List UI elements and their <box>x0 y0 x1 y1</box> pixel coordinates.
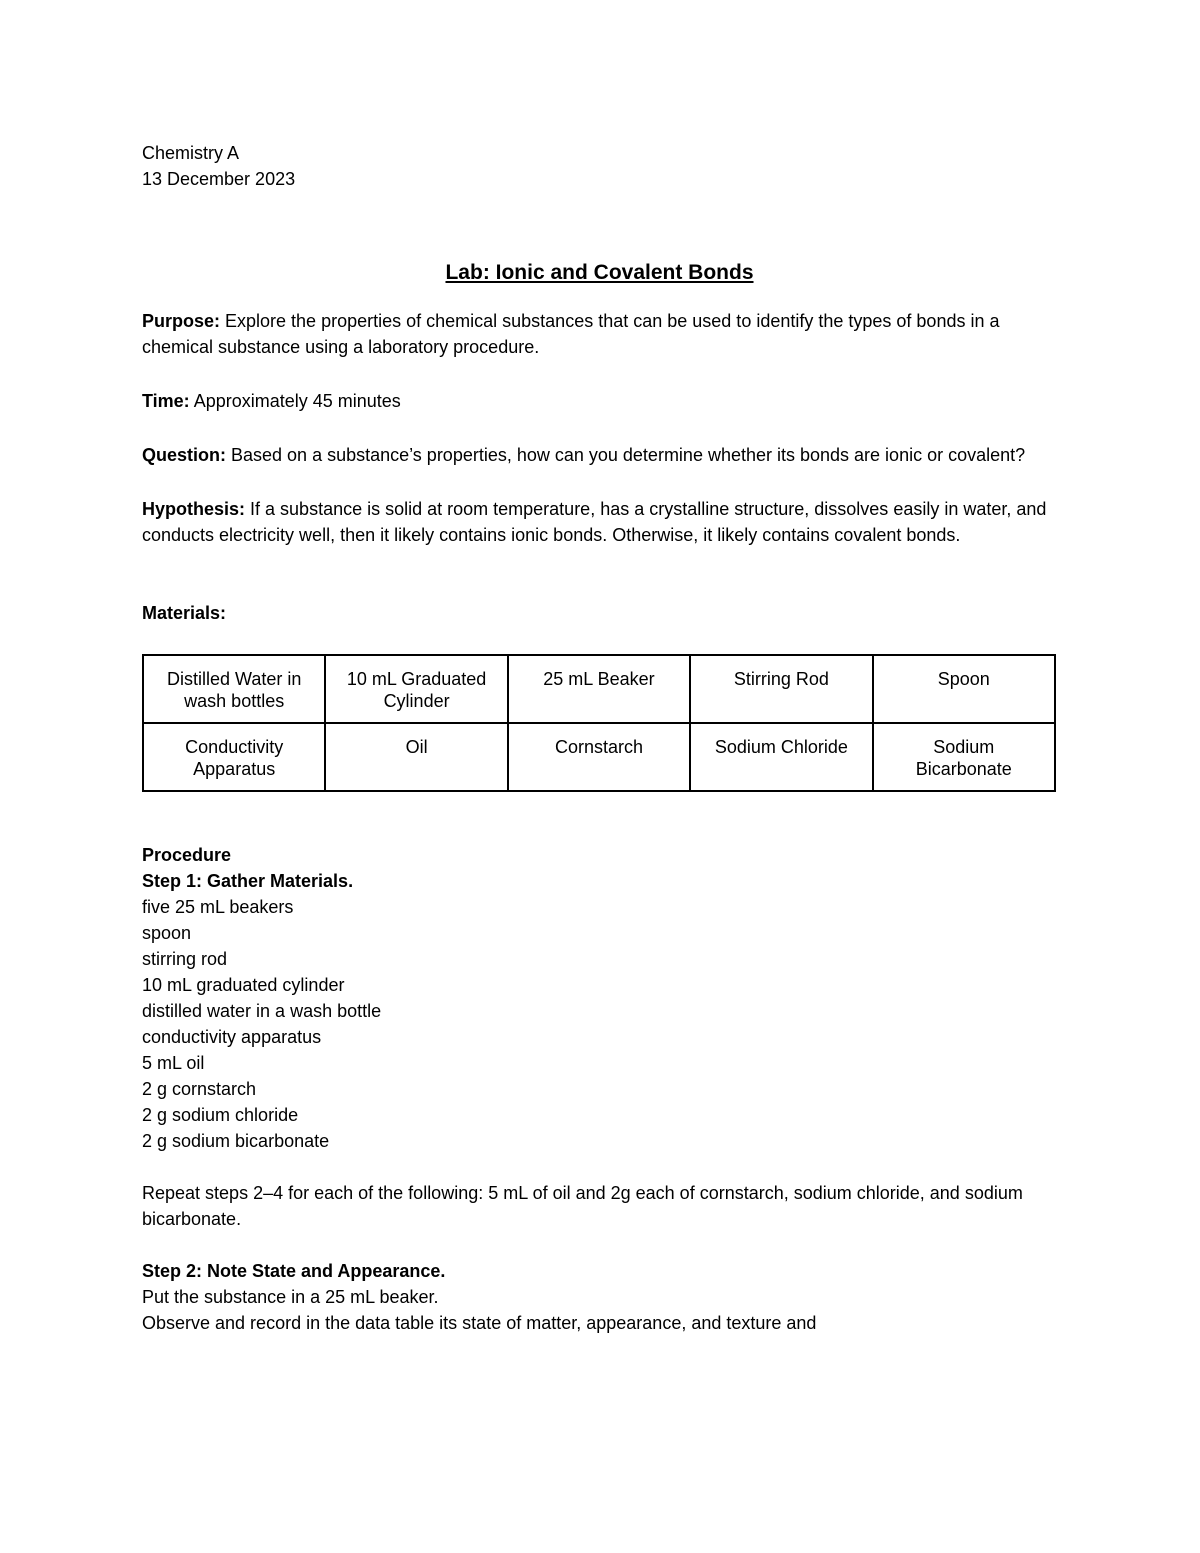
hypothesis-paragraph <box>142 496 1057 548</box>
step2-line: Observe and record in the data table its state of matter, appearance, and texture and <box>142 1313 817 1333</box>
table-cell: Distilled Water in wash bottles <box>143 655 325 723</box>
table-cell: Cornstarch <box>508 723 690 791</box>
hypothesis-text: If a substance is solid at room temperature, has a crystalline structure, dissolves easily in water, and conducts electricity well, then it likely contains ionic bonds. Otherwise, it likely contains covalent bonds. <box>142 499 1047 545</box>
list-item: stirring rod <box>142 949 228 969</box>
repeat-instructions: Repeat steps 2–4 for each of the following: 5 mL of oil and 2g each of cornstarch, sodium chloride, and sodium bicarbonate. <box>142 1183 1023 1229</box>
step2-heading: Step 2: Note State and Appearance. <box>142 1261 446 1281</box>
table-row <box>143 723 1055 791</box>
list-item: conductivity apparatus <box>142 1027 322 1047</box>
question-text: Based on a substance’s properties, how can you determine whether its bonds are ionic or covalent? <box>226 445 1026 465</box>
table-cell: Sodium Bicarbonate <box>873 723 1055 791</box>
list-item: 2 g sodium chloride <box>142 1105 299 1125</box>
table-cell: 25 mL Beaker <box>508 655 690 723</box>
materials-label: Materials: <box>142 603 227 623</box>
table-row <box>143 655 1055 723</box>
table-cell: Sodium Chloride <box>690 723 872 791</box>
question-paragraph <box>142 442 1057 468</box>
purpose-paragraph <box>142 308 1057 360</box>
purpose-label: Purpose: <box>142 311 221 331</box>
table-cell: Oil <box>325 723 507 791</box>
course-name: Chemistry A <box>142 143 240 163</box>
table-cell: Spoon <box>873 655 1055 723</box>
table-cell: Stirring Rod <box>690 655 872 723</box>
list-item: 2 g cornstarch <box>142 1079 257 1099</box>
list-item: 2 g sodium bicarbonate <box>142 1131 330 1151</box>
time-label: Time: <box>142 391 190 411</box>
list-item: five 25 mL beakers <box>142 897 294 917</box>
purpose-text: Explore the properties of chemical substances that can be used to identify the types of bonds in a chemical substance using a laboratory procedure. <box>142 311 1000 357</box>
list-item: 5 mL oil <box>142 1053 205 1073</box>
step2-line: Put the substance in a 25 mL beaker. <box>142 1287 439 1307</box>
list-item: 10 mL graduated cylinder <box>142 975 345 995</box>
step1-materials-list <box>142 894 1057 1154</box>
procedure-label: Procedure <box>142 845 232 865</box>
question-label: Question: <box>142 445 226 465</box>
document-date: 13 December 2023 <box>142 169 296 189</box>
lab-title: Lab: Ionic and Covalent Bonds <box>445 261 754 284</box>
table-cell: Conductivity Apparatus <box>143 723 325 791</box>
list-item: spoon <box>142 923 192 943</box>
time-text: Approximately 45 minutes <box>189 391 401 411</box>
materials-table <box>142 654 1056 792</box>
document-page <box>142 140 1057 1336</box>
step1-heading: Step 1: Gather Materials. <box>142 871 354 891</box>
hypothesis-label: Hypothesis: <box>142 499 246 519</box>
time-paragraph <box>142 388 1057 414</box>
table-cell: 10 mL Graduated Cylinder <box>325 655 507 723</box>
list-item: distilled water in a wash bottle <box>142 1001 382 1021</box>
